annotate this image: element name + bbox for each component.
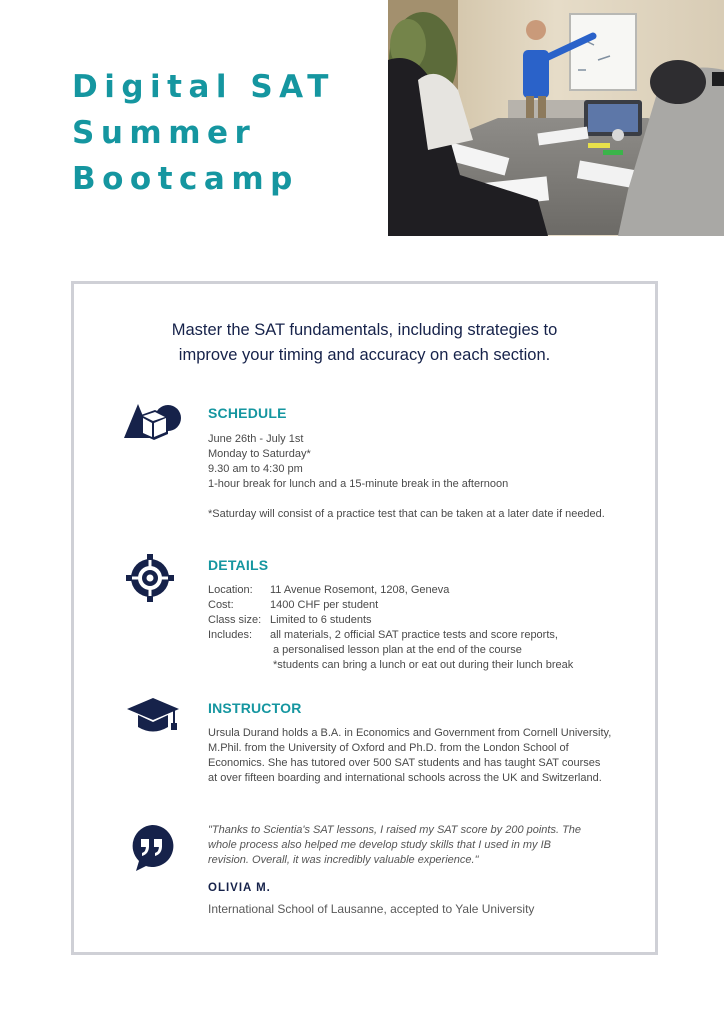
graduation-cap-icon (126, 696, 180, 734)
title-line: Summer (72, 115, 257, 151)
target-icon (126, 554, 174, 602)
quote-icon (130, 824, 174, 872)
schedule-note: *Saturday will consist of a practice test that can be taken at a later date if needed. (208, 508, 605, 520)
details-heading: DETAILS (208, 557, 269, 573)
intro-text: Master the SAT fundamentals, including strategies to improve your timing and accuracy on each section. (171, 321, 558, 364)
title-line: Digital SAT (72, 69, 335, 105)
testimonial-author: OLIVIA M. (208, 882, 271, 894)
classroom-photo (388, 0, 724, 236)
title-line: Bootcamp (72, 161, 299, 197)
testimonial-affiliation: International School of Lausanne, accepted to Yale University (208, 902, 535, 916)
instructor-text: Ursula Durand holds a B.A. in Economics and Government from Cornell University, M.Phil. from the University of Oxford and Ph.D. from the London School of Economics. She has tutored over 500 SAT students and has taught SAT courses at over fifteen boarding and international schools across the UK and Switzerland. (208, 727, 612, 784)
info-card (71, 281, 658, 955)
testimonial-quote: "Thanks to Scientia's SAT lessons, I raised my SAT score by 200 points. The whole process also helped me develop study skills that I used in my IB revision. Overall, it was incredibly valuable experience." (208, 824, 582, 866)
instructor-heading: INSTRUCTOR (208, 700, 302, 716)
page-title (72, 64, 335, 202)
details-row: Class size: Limited to 6 students (208, 614, 372, 626)
details-row: Includes: all materials, 2 official SAT practice tests and score reports, (208, 629, 558, 641)
details-text: Location: 11 Avenue Rosemont, 1208, Geneva Cost: 1400 CHF per student Class size: Limited to 6 students Includes: all materials, 2 official SAT practice tests and score reports, a personalised lesson plan at the end of the course *students can bring a lunch or eat out during their lunch break (208, 584, 574, 671)
details-row: Location: 11 Avenue Rosemont, 1208, Geneva (208, 584, 450, 596)
shapes-icon (124, 402, 182, 442)
schedule-text: June 26th - July 1st Monday to Saturday* 9.30 am to 4:30 pm 1-hour break for lunch and a 15-minute break in the afternoon *Saturday will consist of a practice test that can be taken at a later date if needed. (208, 433, 605, 520)
details-row: Cost: 1400 CHF per student (208, 599, 379, 611)
schedule-heading: SCHEDULE (208, 405, 287, 421)
